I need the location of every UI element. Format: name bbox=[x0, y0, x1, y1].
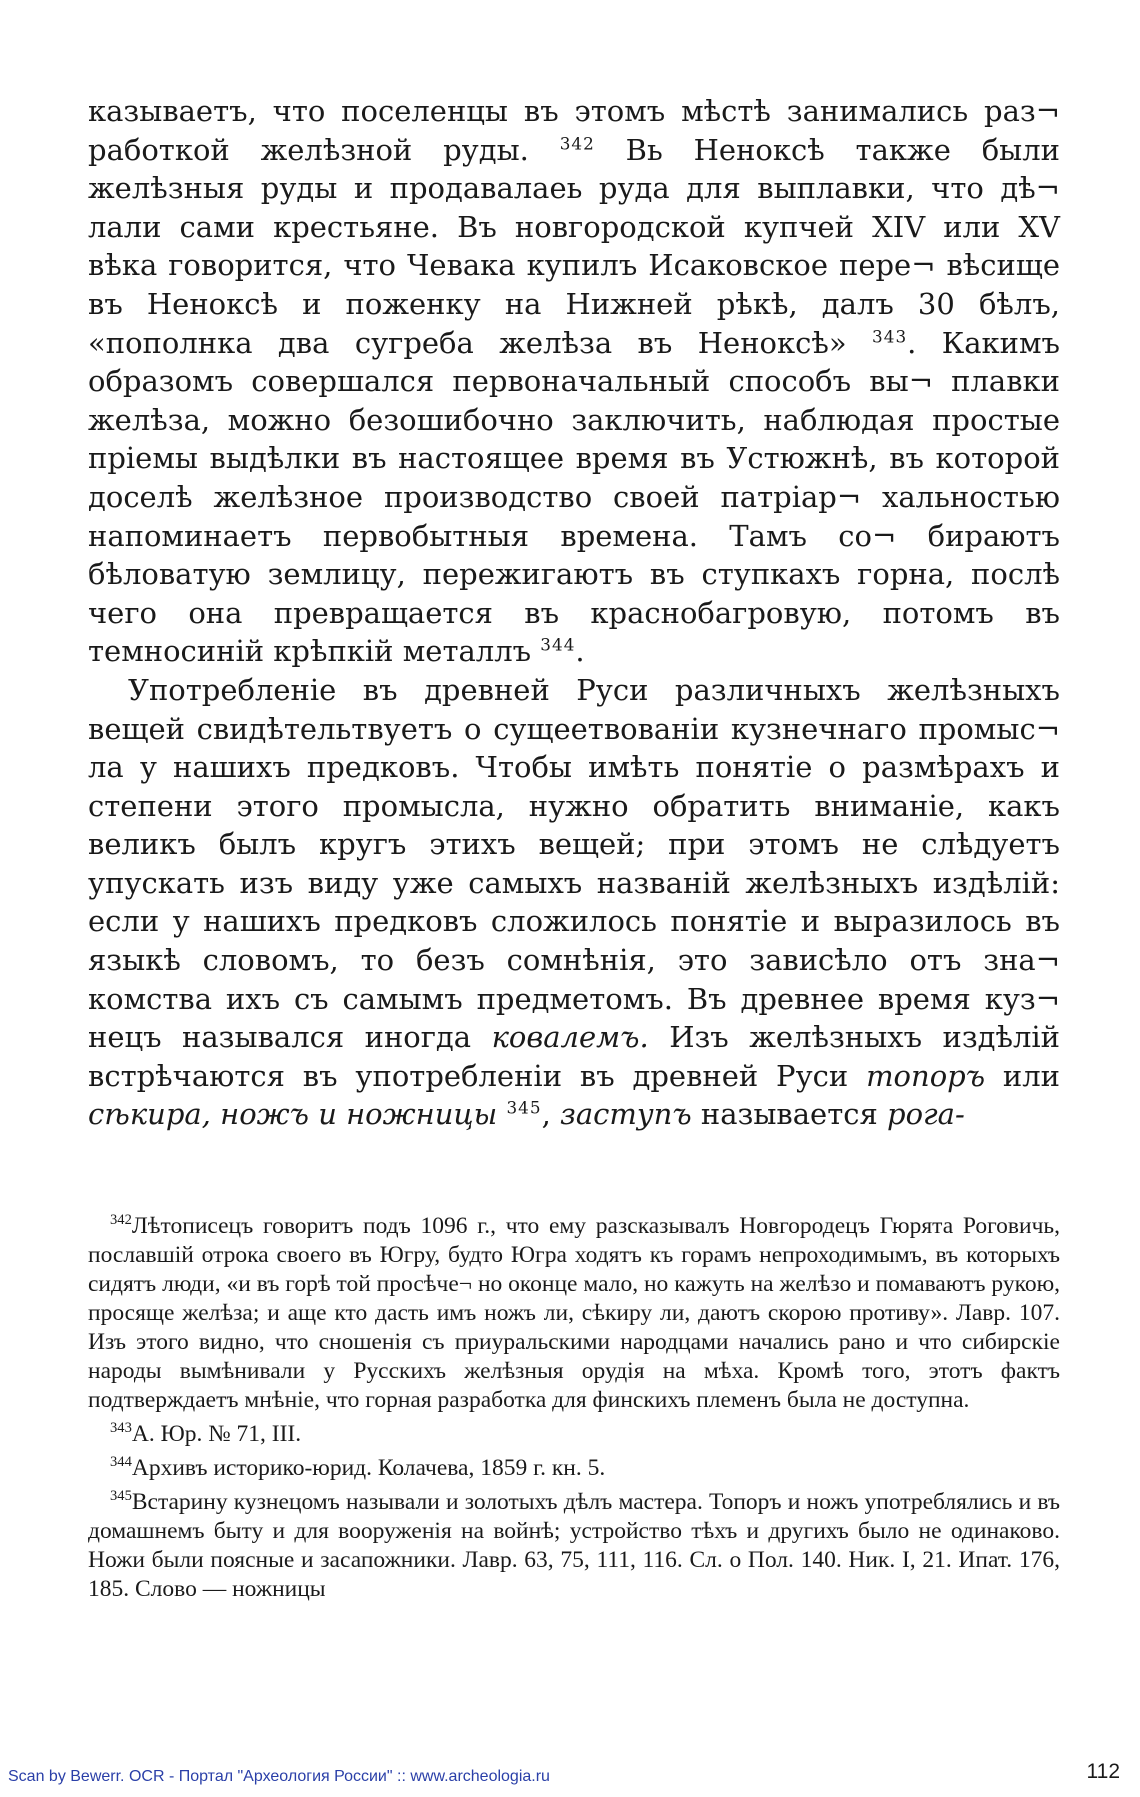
text-run: Вь Ненoксѣ также были желѣзныя руды и продавалаеь руда для выплавки, что дѣ¬ лали сами крестьяне. Въ новгородской купчей XIV или XV вѣка говорится, что Чевака купилъ Исаковское пере¬ вѣсище въ Ненoксѣ и поженку на Нижней рѣкѣ, далъ 30 бѣлъ, «пополнка два сугреба желѣза въ Ненoксѣ» bbox=[88, 132, 1060, 360]
text-run: или bbox=[985, 1058, 1060, 1093]
footnote-number: 344 bbox=[110, 1454, 132, 1471]
footnote-343 bbox=[88, 1420, 1060, 1449]
main-text bbox=[88, 92, 1060, 1134]
footnote-number: 345 bbox=[110, 1488, 132, 1505]
footnote-342 bbox=[88, 1212, 1060, 1415]
italic-term: рога- bbox=[887, 1097, 965, 1132]
page-number: 112 bbox=[1086, 1760, 1120, 1783]
footnote-text: Архивъ историко-юрид. Колачева, 1859 г. кн. 5. bbox=[131, 1455, 606, 1482]
italic-term: топоръ bbox=[866, 1058, 986, 1093]
paragraph-1 bbox=[88, 92, 1060, 671]
footnote-number: 342 bbox=[110, 1212, 132, 1229]
footnote-ref-344[interactable]: 344 bbox=[540, 634, 576, 655]
italic-term: ковалемъ. bbox=[491, 1020, 649, 1055]
footnote-344 bbox=[88, 1454, 1060, 1483]
scan-credit-link[interactable]: Scan by Bewerr. OCR - Портал "Археология России" :: www.archeologia.ru bbox=[8, 1768, 550, 1785]
footnote-345 bbox=[88, 1488, 1060, 1604]
footnote-text: А. Юр. № 71, III. bbox=[131, 1421, 302, 1448]
italic-term: заступъ bbox=[560, 1097, 692, 1132]
footnote-text: Встарину кузнецомъ называли и золотыхъ дѣлъ мастера. Топоръ и ножъ употреблялись и въ домашнемъ быту и для вооруженія на войнѣ; устройство тѣхъ и другихъ было не одинаково. Ножи были поясные и засапожники. Лавр. 63, 75, 111, 116. Сл. о Пол. 140. Ник. I, 21. Ипат. 176, 185. Слово — ножницы bbox=[88, 1489, 1060, 1603]
footnote-ref-343[interactable]: 343 bbox=[872, 325, 908, 346]
footnote-ref-345[interactable]: 345 bbox=[506, 1097, 542, 1118]
footnotes bbox=[88, 1212, 1060, 1604]
footnote-ref-342[interactable]: 342 bbox=[559, 132, 595, 153]
text-run: называется bbox=[691, 1097, 887, 1132]
text-run: , bbox=[541, 1097, 560, 1132]
footnote-number: 343 bbox=[110, 1420, 132, 1437]
text-run: Изъ желѣзныхъ издѣлій встрѣчаются въ употребленіи въ древней Руси bbox=[88, 1020, 1061, 1093]
page-content bbox=[88, 92, 1060, 1609]
text-run: казываетъ, что поселенцы въ этомъ мѣстѣ занимались раз¬ работкой желѣзной руды. bbox=[88, 94, 1060, 167]
footnote-text: Лѣтописецъ говоритъ подъ 1096 г., что ему разсказывалъ Новгородецъ Гюрята Роговичь, пославшій отрока своего въ Югру, будто Югра ходятъ къ горамъ непроходимымъ, въ которыхъ сидятъ люди, «и въ горѣ той просѣче¬ но оконце мало, но кажуть на желѣзо и помаваютъ рукою, просяще желѣза; и аще кто дасть имъ ножъ ли, сѣкиру ли, даютъ скорою противу». Лавр. 107. Изъ этого видно, что сношенія съ приуральскими народцами начались рано и что сибирскіе народы вымѣнивали у Русскихъ желѣзныя орудія на мѣха. Кромѣ того, этотъ фактъ подтверждаетъ мнѣніе, что горная разработка для финскихъ племенъ была не доступна. bbox=[88, 1213, 1060, 1414]
text-run: . Какимъ образомъ совершался первоначальный способъ вы¬ плавки желѣза, можно безошибочно заключить, наблюдая простые пріемы выдѣлки въ настоящее время въ Устюжнѣ, въ которой доселѣ желѣзное производство своей патріар¬ хальностью напоминаетъ первобытныя времена. Тамъ со¬ бираютъ бѣловатую землицу, пережигаютъ въ ступкахъ горна, послѣ чего она превращается въ краснобагровую, потомъ въ темносиній крѣпкій металлъ bbox=[88, 325, 1060, 669]
text-run: Употребленіе въ древней Руси различныхъ желѣзныхъ вещей свидѣтельтвуетъ о сущеетвованіи кузнечнаго промыс¬ ла у нашихъ предковъ. Чтобы имѣть понятіе о размѣрахъ и степени этого промысла, нужно обратить вниманіе, какъ великъ былъ кругъ этихъ вещей; при этомъ не слѣдуетъ упускать изъ виду уже самыхъ названій желѣзныхъ издѣлій: если у нашихъ предковъ сложилось понятіе и выразилось въ языкѣ словомъ, то безъ сомнѣнія, это зависѣло отъ зна¬ комства ихъ съ самымъ предметомъ. Въ древнее время куз¬ нецъ назывался иногда bbox=[88, 672, 1060, 1055]
italic-term: сѣкира, ножъ и ножницы bbox=[88, 1097, 498, 1132]
text-run: . bbox=[575, 634, 585, 669]
paragraph-2 bbox=[88, 671, 1060, 1134]
